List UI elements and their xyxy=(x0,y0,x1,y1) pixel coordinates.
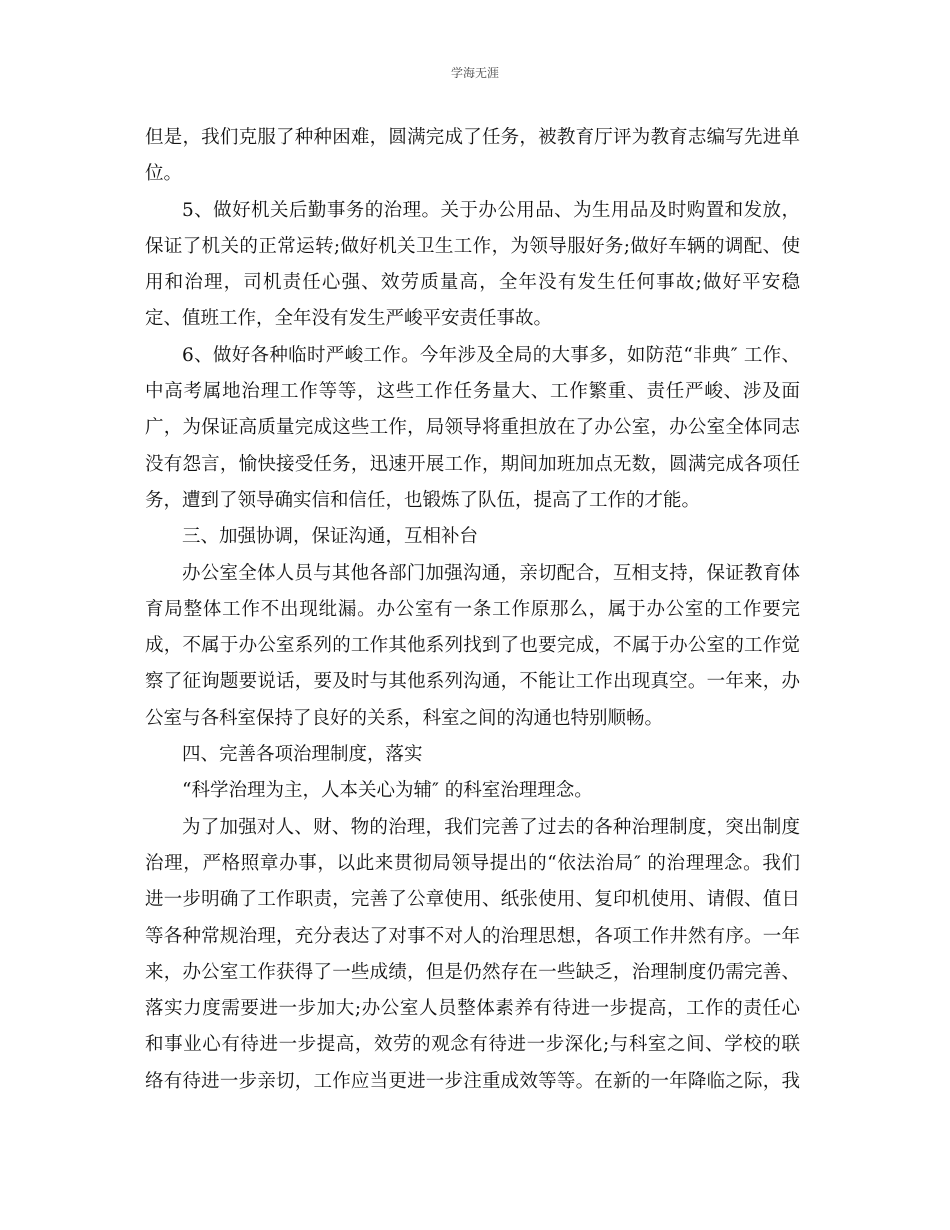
text-line: 来，办公室工作获得了一些成绩，但是仍然存在一些缺乏，治理制度仍需完善、 xyxy=(145,961,800,983)
text-line: “科学治理为主，人本关心为辅″ 的科室治理理念。 xyxy=(182,780,593,802)
text-line: 育局整体工作不出现纰漏。办公室有一条工作原那么，属于办公室的工作要完 xyxy=(145,598,800,620)
text-line: 等各种常规治理，充分表达了对事不对人的治理思想，各项工作井然有序。一年 xyxy=(145,925,800,947)
text-line: 定、值班工作，全年没有发生严峻平安责任事故。 xyxy=(145,308,553,330)
text-line: 中高考属地治理工作等等，这些工作任务量大、工作繁重、责任严峻、涉及面 xyxy=(145,381,800,403)
text-line: 治理，严格照章办事，以此来贯彻局领导提出的“依法治局″ 的治理理念。我们 xyxy=(145,852,800,874)
text-line: 公室与各科室保持了良好的关系，科室之间的沟通也特别顺畅。 xyxy=(145,707,664,729)
text-line: 络有待进一步亲切，工作应当更进一步注重成效等等。在新的一年降临之际，我 xyxy=(145,1070,800,1092)
text-line: 为了加强对人、财、物的治理，我们完善了过去的各种治理制度，突出制度 xyxy=(182,816,800,838)
text-line: 落实力度需要进一步加大;办公室人员整体素养有待进一步提高，工作的责任心 xyxy=(145,998,800,1020)
text-line: 广，为保证高质量完成这些工作，局领导将重担放在了办公室，办公室全体同志 xyxy=(145,417,800,439)
text-line: 5、做好机关后勤事务的治理。关于办公用品、为生用品及时购置和发放， xyxy=(182,199,800,221)
text-line: 进一步明确了工作职责，完善了公章使用、纸张使用、复印机使用、请假、值日 xyxy=(145,889,800,911)
text-line: 没有怨言，愉快接受任务，迅速开展工作，期间加班加点无数，圆满完成各项任 xyxy=(145,453,800,475)
text-line: 用和治理，司机责任心强、效劳质量高，全年没有发生任何事故;做好平安稳 xyxy=(145,272,800,294)
text-line: 成，不属于办公室系列的工作其他系列找到了也要完成，不属于办公室的工作觉 xyxy=(145,635,800,657)
text-line: 四、完善各项治理制度，落实 xyxy=(182,744,423,766)
text-line: 务，遭到了领导确实信和信任，也锻炼了队伍，提高了工作的才能。 xyxy=(145,489,701,511)
text-line: 办公室全体人员与其他各部门加强沟通，亲切配合，互相支持，保证教育体 xyxy=(182,562,800,584)
text-line: 位。 xyxy=(145,163,183,185)
document-body xyxy=(145,120,800,1100)
text-line: 和事业心有待进一步提高，效劳的观念有待进一步深化;与科室之间、学校的联 xyxy=(145,1034,800,1056)
text-line: 三、加强协调，保证沟通，互相补台 xyxy=(182,526,479,548)
text-line: 但是，我们克服了种种困难，圆满完成了任务，被教育厅评为教育志编写先进单 xyxy=(145,127,800,148)
text-line: 6、做好各种临时严峻工作。今年涉及全局的大事多，如防范“非典″ 工作、 xyxy=(182,344,800,366)
text-line: 察了征询题要说话，要及时与其他系列沟通，不能让工作出现真空。一年来，办 xyxy=(145,671,800,693)
text-line: 保证了机关的正常运转;做好机关卫生工作，为领导服好务;做好车辆的调配、使 xyxy=(145,235,800,257)
page-header: 学海无涯 xyxy=(450,66,499,80)
